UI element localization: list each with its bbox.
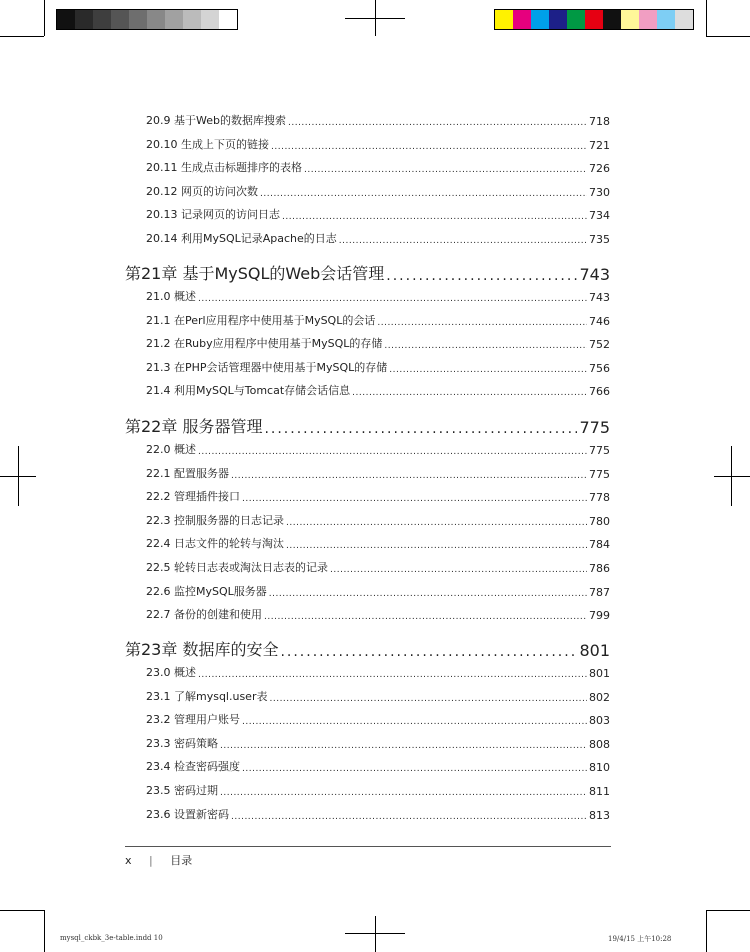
footer-rule [125,846,611,847]
entry-label: 20.12 网页的访问次数 [146,184,258,198]
toc-entry[interactable] [146,441,610,457]
entry-label: 20.11 生成点击标题排序的表格 [146,161,302,174]
leader-dots [231,809,587,822]
leader-dots [242,491,587,504]
entry-label: 20.14 利用MySQL记录Apache的日志 [146,231,337,245]
color-swatch [165,10,183,29]
entry-label: 21.0 概述 [146,290,196,303]
color-swatch [219,10,237,29]
leader-dots [220,738,587,751]
leader-dots [389,362,587,375]
toc-entry[interactable] [146,159,610,175]
footer-section: 目录 [170,854,193,867]
toc-chapter-heading[interactable] [125,262,610,284]
leader-dots [198,291,587,304]
toc-entry[interactable] [146,535,610,551]
leader-dots [264,609,587,622]
toc-entry[interactable] [146,559,610,575]
page-number: 752 [589,338,610,352]
chapter-title: 第23章 数据库的安全 [125,640,279,659]
page-number: 801 [579,641,610,660]
page-number: 778 [589,491,610,505]
toc-entry[interactable] [146,335,610,351]
leader-dots [280,641,577,660]
leader-dots [282,209,587,222]
page-number: 726 [589,162,610,175]
toc-entry[interactable] [146,688,610,704]
leader-dots [242,761,587,774]
leader-dots [198,667,587,680]
toc-entry[interactable] [146,312,610,328]
page-number: 786 [589,562,610,575]
leader-dots [384,338,587,351]
page-number: 813 [589,808,610,822]
entry-label: 23.2 管理用户账号 [146,713,240,727]
page-number: 801 [589,667,610,680]
toc-entry[interactable] [146,183,610,199]
page-number: 756 [589,361,610,375]
color-swatch [129,10,147,29]
color-swatch [513,10,531,29]
slug-date: 19/4/15 上午10:28 [608,935,672,943]
toc-entry[interactable] [146,230,610,246]
leader-dots [377,315,587,328]
color-swatch [111,10,129,29]
page-number: 730 [589,185,610,199]
toc-entry[interactable] [146,758,610,774]
leader-dots [231,468,587,481]
page-number: 735 [589,232,610,246]
page-number: 775 [589,467,610,481]
toc-entry[interactable] [146,606,610,622]
color-swatch [531,10,549,29]
page-number: 810 [589,761,610,775]
page-number: 811 [589,785,610,798]
page-number: 746 [589,314,610,328]
entry-label: 20.13 记录网页的访问日志 [146,208,280,221]
toc-entry[interactable] [146,583,610,599]
leader-dots [271,139,587,152]
toc-entry[interactable] [146,512,610,528]
toc-entry[interactable] [146,136,610,152]
color-swatch [75,10,93,29]
leader-dots [269,691,587,704]
page-number: 784 [589,538,610,552]
color-swatch [639,10,657,29]
gray-color-bar [56,9,238,30]
toc-entry[interactable] [146,711,610,727]
leader-dots [242,714,587,727]
page-number: 802 [589,690,610,704]
entry-label: 21.1 在Perl应用程序中使用基于MySQL的会话 [146,313,376,327]
entry-label: 22.6 监控MySQL服务器 [146,584,267,598]
entry-label: 23.1 了解mysql.user表 [146,689,268,703]
toc-entry[interactable] [146,112,610,128]
page-number: 721 [589,138,610,152]
entry-label: 23.6 设置新密码 [146,807,229,821]
toc-entry[interactable] [146,664,610,680]
page-number: 766 [589,385,610,399]
entry-label: 22.1 配置服务器 [146,466,229,480]
entry-label: 22.5 轮转日志表或淘汰日志表的记录 [146,561,328,574]
toc-entry[interactable] [146,735,610,751]
leader-dots [198,444,587,457]
toc-entry[interactable] [146,382,610,398]
footer-page-number: x [125,854,132,867]
slug-filename: mysql_ckbk_3e-table.indd 10 [60,934,163,942]
entry-label: 20.10 生成上下页的链接 [146,137,269,151]
page-number: 787 [589,585,610,599]
entry-label: 23.5 密码过期 [146,784,218,797]
color-swatch [585,10,603,29]
toc-entry[interactable] [146,465,610,481]
entry-label: 22.7 备份的创建和使用 [146,608,262,622]
page-number: 799 [589,609,610,623]
page-footer [125,852,192,868]
page-number: 775 [589,444,610,457]
entry-label: 20.9 基于Web的数据库搜索 [146,114,286,127]
color-swatch [147,10,165,29]
chapter-title: 第21章 基于MySQL的Web会话管理 [125,264,385,283]
color-swatch [567,10,585,29]
entry-label: 21.3 在PHP会话管理器中使用基于MySQL的存储 [146,360,388,374]
color-swatch [183,10,201,29]
page-number: 734 [589,209,610,222]
page-number: 803 [589,714,610,728]
color-swatch [621,10,639,29]
color-swatch [657,10,675,29]
entry-label: 22.0 概述 [146,443,196,456]
footer-separator: | [149,854,153,867]
color-swatch [201,10,219,29]
entry-label: 22.3 控制服务器的日志记录 [146,513,284,527]
leader-dots [286,515,587,528]
toc-entry[interactable] [146,359,610,375]
color-swatch [675,10,693,29]
leader-dots [288,115,587,128]
chapter-title: 第22章 服务器管理 [125,417,263,436]
leader-dots [260,186,587,199]
leader-dots [330,562,587,575]
page-number: 718 [589,115,610,128]
toc-chapter-heading[interactable] [125,415,610,437]
leader-dots [304,162,587,175]
entry-label: 23.3 密码策略 [146,736,218,750]
toc-entry[interactable] [146,288,610,304]
color-swatch [603,10,621,29]
leader-dots [352,385,587,398]
color-swatch [57,10,75,29]
entry-label: 21.2 在Ruby应用程序中使用基于MySQL的存储 [146,337,383,351]
toc-entry[interactable] [146,806,610,822]
entry-label: 22.4 日志文件的轮转与淘汰 [146,537,284,551]
entry-label: 22.2 管理插件接口 [146,490,240,504]
entry-label: 23.0 概述 [146,666,196,679]
page-number: 743 [579,265,610,284]
page-number: 743 [589,291,610,304]
page-number: 808 [589,737,610,751]
color-swatch [495,10,513,29]
leader-dots [220,785,587,798]
toc-chapter-heading[interactable] [125,638,610,660]
process-color-bar [494,9,694,30]
toc-entry[interactable] [146,206,610,222]
color-swatch [93,10,111,29]
color-swatch [549,10,567,29]
leader-dots [264,418,577,437]
page-number: 780 [589,514,610,528]
page-number: 775 [579,418,610,437]
entry-label: 23.4 检查密码强度 [146,760,240,774]
leader-dots [286,538,587,551]
leader-dots [339,233,587,246]
leader-dots [386,265,577,284]
entry-label: 21.4 利用MySQL与Tomcat存储会话信息 [146,384,351,398]
toc-entry[interactable] [146,782,610,798]
toc-entry[interactable] [146,488,610,504]
leader-dots [269,586,587,599]
